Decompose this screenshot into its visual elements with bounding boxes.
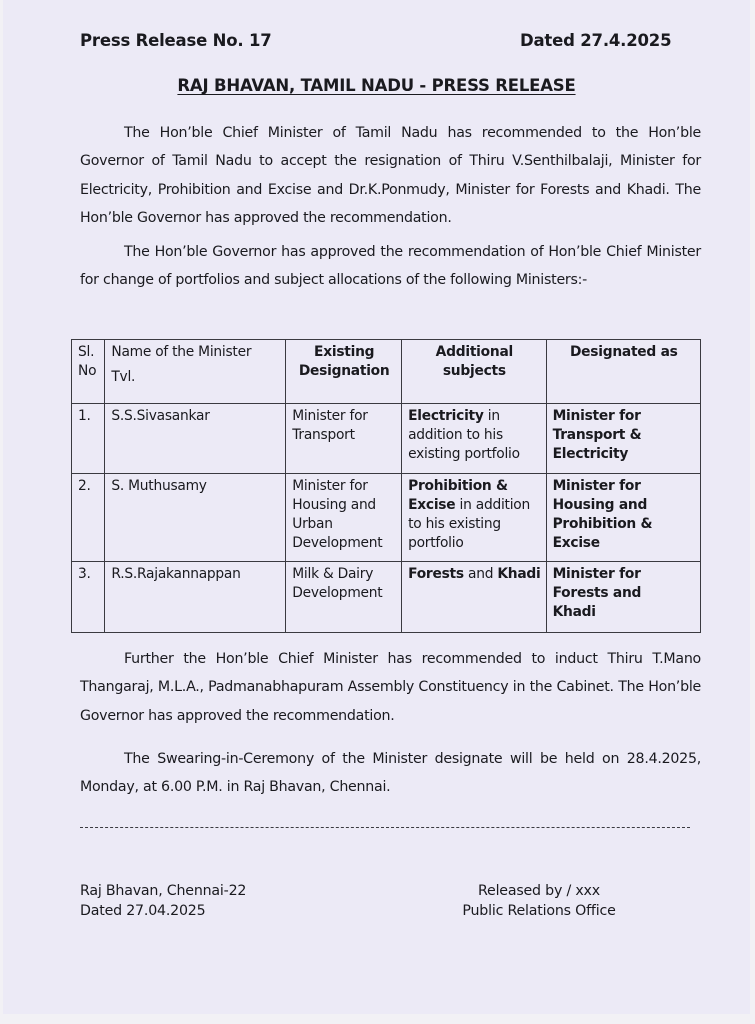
release-date: Dated 27.4.2025 xyxy=(520,31,672,50)
header-existing-designation: Existing Designation xyxy=(286,340,402,404)
cell-name: S.S.Sivasankar xyxy=(105,404,286,474)
cell-existing: Milk & Dairy Development xyxy=(286,562,402,633)
dashed-divider xyxy=(80,827,690,828)
cell-sl: 1. xyxy=(72,404,105,474)
cell-name: R.S.Rajakannappan xyxy=(105,562,286,633)
header-additional-subjects: Additional subjects xyxy=(402,340,546,404)
cell-name: S. Muthusamy xyxy=(105,474,286,562)
paragraph-portfolio-change: The Hon’ble Governor has approved the recommendation of Hon’ble Chief Minister for change of portfolios and subject allocations of the following Ministers:- xyxy=(80,244,701,289)
table-row xyxy=(72,404,701,474)
cell-additional: Prohibition & Excise in addition to his existing portfolio xyxy=(402,474,546,562)
header-minister-name: Name of the Minister Tvl. xyxy=(105,340,286,404)
press-release-number: Press Release No. 17 xyxy=(80,31,272,50)
paragraph-induction: Further the Hon’ble Chief Minister has recommended to induct Thiru T.Mano Thangaraj, M.L.A., Padmanabhapuram Assembly Constituency in the Cabinet. The Hon’ble Governor has approved the recommendation. xyxy=(80,651,701,724)
footer-released-by: Released by / xxx Public Relations Office xyxy=(462,883,616,919)
cell-designated: Minister for Housing and Prohibition & Excise xyxy=(546,474,700,562)
document-title: RAJ BHAVAN, TAMIL NADU - PRESS RELEASE xyxy=(177,76,576,95)
cell-designated: Minister for Forests and Khadi xyxy=(546,562,700,633)
header-sl-no: Sl. No xyxy=(72,340,105,404)
paragraph-swearing-in: The Swearing-in-Ceremony of the Minister designate will be held on 28.4.2025, Monday, at 6.00 P.M. in Raj Bhavan, Chennai. xyxy=(80,751,701,796)
cell-existing: Minister for Transport xyxy=(286,404,402,474)
cell-existing: Minister for Housing and Urban Development xyxy=(286,474,402,562)
cell-designated: Minister for Transport & Electricity xyxy=(546,404,700,474)
cell-sl: 2. xyxy=(72,474,105,562)
table-row xyxy=(72,562,701,633)
header-designated-as: Designated as xyxy=(546,340,700,404)
table-header-row xyxy=(72,340,701,404)
cell-sl: 3. xyxy=(72,562,105,633)
table-row xyxy=(72,474,701,562)
footer-location-date: Raj Bhavan, Chennai-22 Dated 27.04.2025 xyxy=(80,883,247,919)
cell-additional: Electricity in addition to his existing portfolio xyxy=(402,404,546,474)
ministers-table xyxy=(71,339,701,633)
paragraph-resignation: The Hon’ble Chief Minister of Tamil Nadu has recommended to the Hon’ble Governor of Tamil Nadu to accept the resignation of Thiru V.Senthilbalaji, Minister for Electricity, Prohibition and Excise and Dr.K.Ponmudy, Minister for Forests and Khadi. The Hon’ble Governor has approved the recommendation. xyxy=(80,125,701,227)
cell-additional: Forests and Khadi xyxy=(402,562,546,633)
press-release-page xyxy=(3,0,750,1014)
